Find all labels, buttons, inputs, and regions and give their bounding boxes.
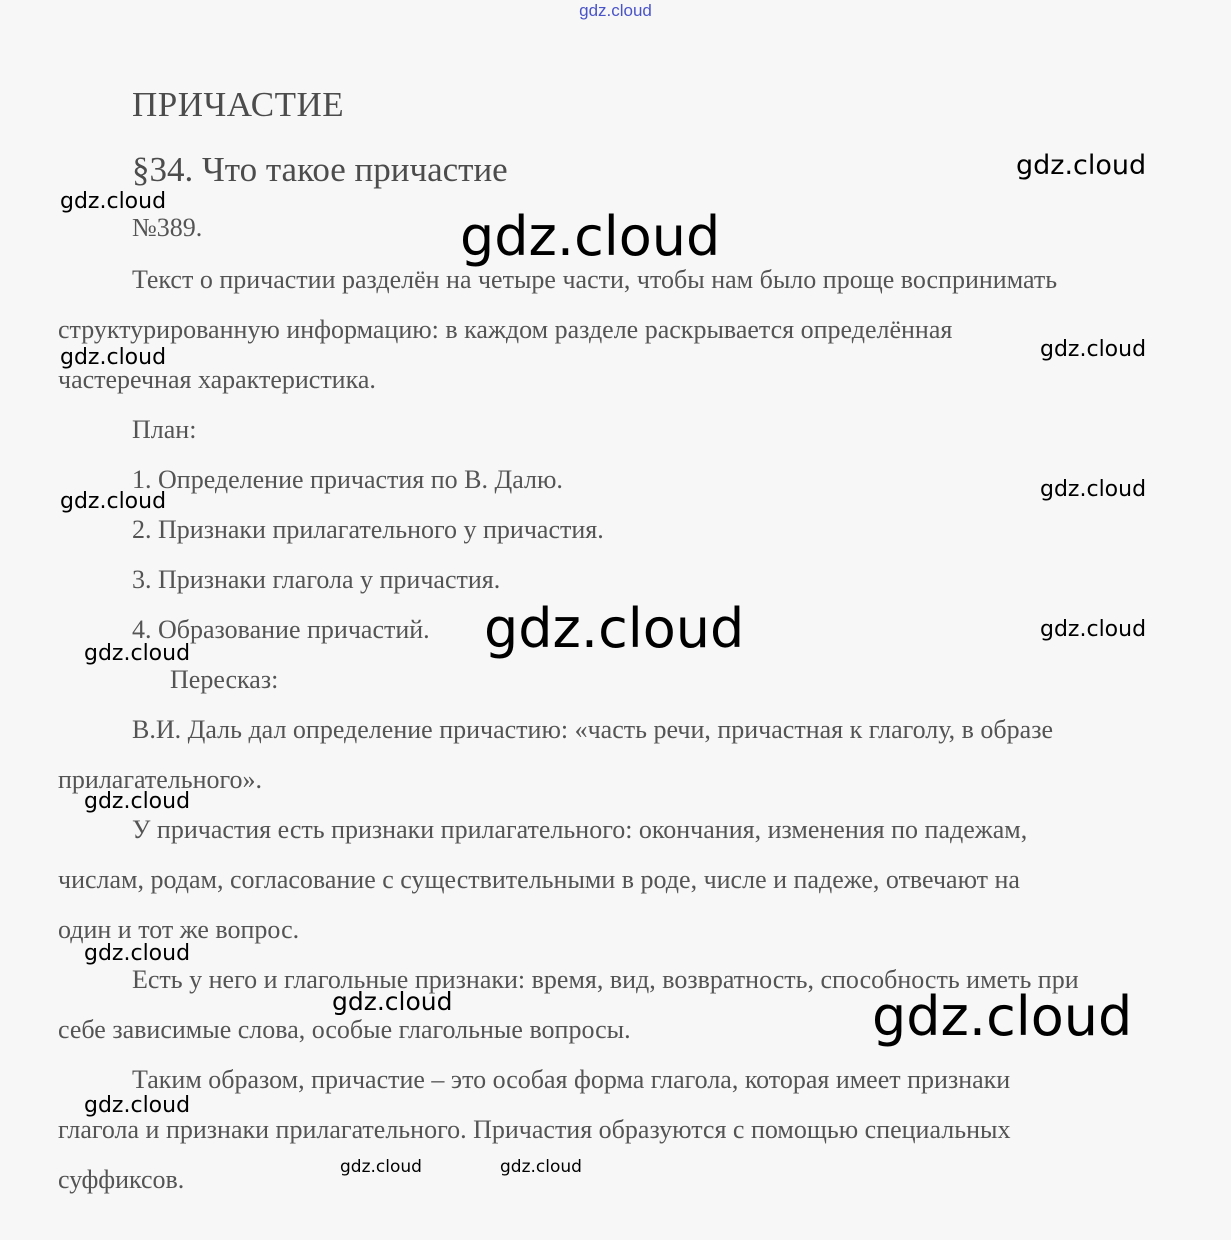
watermark: gdz.cloud xyxy=(60,345,167,370)
watermark: gdz.cloud xyxy=(460,205,721,268)
plan-item: 2. Признаки прилагательного у причастия. xyxy=(132,515,604,544)
watermark: gdz.cloud xyxy=(84,641,191,666)
text-line: числам, родам, согласование с существительными в роде, числе и падеже, отвечают на xyxy=(58,865,1020,894)
text-line: прилагательного». xyxy=(58,765,263,794)
watermark: gdz.cloud xyxy=(60,189,167,214)
watermark: gdz.cloud xyxy=(1040,337,1147,362)
plan-item: 4. Образование причастий. xyxy=(132,615,430,644)
watermark: gdz.cloud xyxy=(84,941,191,966)
watermark: gdz.cloud xyxy=(872,985,1133,1048)
text-line: структурированную информацию: в каждом разделе раскрывается определённая xyxy=(58,315,953,344)
section-title: §34. Что такое причастие xyxy=(132,150,508,189)
watermark: gdz.cloud xyxy=(1040,477,1147,502)
watermark: gdz.cloud xyxy=(332,987,453,1016)
text-line: себе зависимые слова, особые глагольные вопросы. xyxy=(58,1015,631,1044)
exercise-number: №389. xyxy=(132,213,203,242)
chapter-title: ПРИЧАСТИЕ xyxy=(132,85,345,124)
text-line: частеречная характеристика. xyxy=(58,365,376,394)
watermark: gdz.cloud xyxy=(60,489,167,514)
text-line: У причастия есть признаки прилагательного: окончания, изменения по падежам, xyxy=(132,815,1028,844)
text-line: В.И. Даль дал определение причастию: «часть речи, причастная к глаголу, в образе xyxy=(132,715,1054,744)
watermark: gdz.cloud xyxy=(340,1157,422,1177)
watermark: gdz.cloud xyxy=(1016,150,1147,181)
site-link[interactable]: gdz.cloud xyxy=(579,1,652,20)
retelling-heading: Пересказ: xyxy=(170,665,279,694)
text-line: глагола и признаки прилагательного. Причастия образуются с помощью специальных xyxy=(58,1115,1011,1144)
plan-item: 1. Определение причастия по В. Далю. xyxy=(132,465,563,494)
watermark: gdz.cloud xyxy=(84,1093,191,1118)
watermark: gdz.cloud xyxy=(484,597,745,660)
plan-item: 3. Признаки глагола у причастия. xyxy=(132,565,501,594)
text-line: суффиксов. xyxy=(58,1165,185,1194)
watermark: gdz.cloud xyxy=(84,789,191,814)
text-line: один и тот же вопрос. xyxy=(58,915,300,944)
plan-heading: План: xyxy=(132,415,197,444)
text-line: Таким образом, причастие – это особая форма глагола, которая имеет признаки xyxy=(132,1065,1011,1094)
watermark: gdz.cloud xyxy=(1040,617,1147,642)
text-line: Текст о причастии разделён на четыре части, чтобы нам было проще воспринимать xyxy=(132,265,1058,294)
text-line: Есть у него и глагольные признаки: время, вид, возвратность, способность иметь при xyxy=(132,965,1079,994)
watermark: gdz.cloud xyxy=(500,1157,582,1177)
